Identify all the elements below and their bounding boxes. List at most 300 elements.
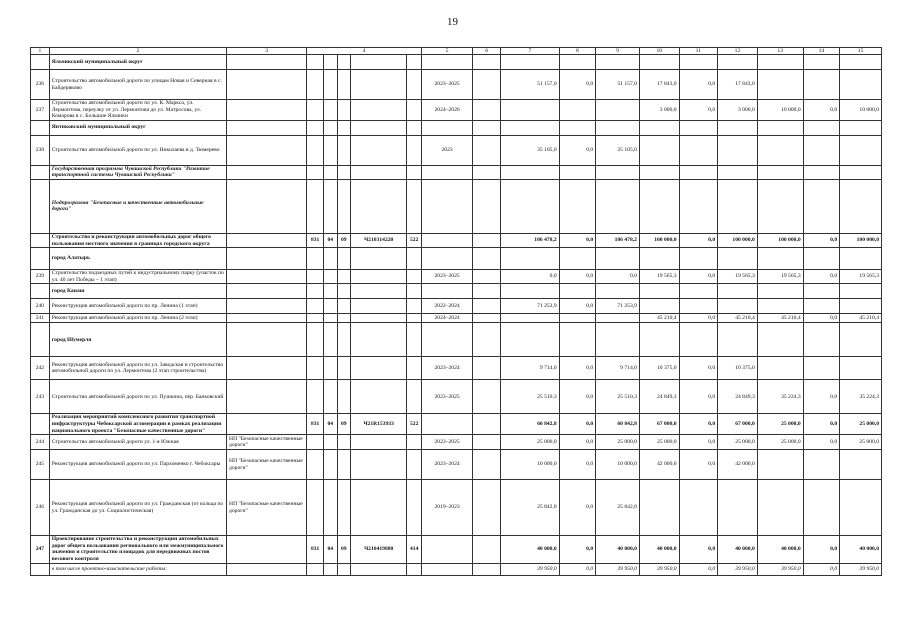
budget-code-g1: [307, 70, 324, 100]
empty-cell: [679, 323, 718, 357]
row-index: 246: [31, 480, 50, 536]
amount-c10: 10 375,0: [639, 357, 679, 380]
budget-code-g3: [337, 135, 351, 165]
empty-cell: [307, 323, 324, 357]
budget-code-g5: [407, 357, 422, 380]
budget-code-g1: [307, 450, 324, 480]
empty-cell: [559, 179, 595, 233]
table-row: [31, 100, 882, 121]
empty-cell: [596, 323, 640, 357]
budget-code-g3: [337, 314, 351, 323]
amount-c9: 35 105,0: [596, 135, 640, 165]
budget-code-g5: [407, 314, 422, 323]
amount-c7: [501, 100, 559, 121]
empty-cell: [337, 165, 351, 179]
empty-cell: [473, 179, 501, 233]
index-cell: [31, 323, 50, 357]
amount-c14: [803, 480, 839, 536]
index-cell: [31, 248, 50, 270]
amount-c8: 0,0: [559, 135, 595, 165]
empty-cell: [227, 179, 307, 233]
header-cell: 4: [307, 48, 422, 55]
empty-cell: [803, 323, 839, 357]
years-cell: 2023: [422, 135, 473, 165]
empty-cell: [679, 165, 718, 179]
budget-code-g4: [351, 435, 407, 450]
empty-cell: [718, 120, 758, 135]
budget-code-g2: [323, 270, 337, 284]
program-ref: [227, 380, 307, 414]
amount-c7: 60 842,8: [501, 414, 559, 435]
row-index: 245: [31, 450, 50, 480]
years-cell: 2023–2024: [422, 357, 473, 380]
budget-code-g2: [323, 357, 337, 380]
amount-c10: 24 849,3: [639, 380, 679, 414]
empty-cell: [407, 120, 422, 135]
amount-c10: [639, 135, 679, 165]
budget-code-g3: 09: [337, 536, 351, 563]
amount-c8: 0,0: [559, 357, 595, 380]
empty-cell: [679, 179, 718, 233]
amount-c15: [840, 357, 882, 380]
years-cell: 2023–2025: [422, 270, 473, 284]
table-row: [31, 135, 882, 165]
budget-code-g4: Ч21R153933: [351, 414, 407, 435]
program-ref: НП "Безопасные качественные дороги": [227, 480, 307, 536]
empty-cell: [501, 55, 559, 70]
table-row: [31, 284, 882, 299]
budget-code-g2: [323, 450, 337, 480]
page-number: 19: [447, 16, 458, 28]
empty-cell: [679, 120, 718, 135]
budget-code-g2: [323, 135, 337, 165]
object-name: Строительство подъездных путей к индустриальному парку (участок по ул. 40 лет Победы – 1 этап): [49, 270, 226, 284]
empty-cell: [422, 179, 473, 233]
amount-c15: 45 210,4: [840, 314, 882, 323]
empty-cell: [596, 165, 640, 179]
empty-cell: [422, 165, 473, 179]
empty-cell: [337, 323, 351, 357]
budget-code-g1: [307, 435, 324, 450]
amount-c15: [840, 480, 882, 536]
empty-cell: [803, 248, 839, 270]
empty-cell: [422, 120, 473, 135]
object-name: Строительство автомобильной дороги по ул. Пушкина, пер. Банковский: [49, 380, 226, 414]
empty-cell: [679, 248, 718, 270]
years-cell: [422, 233, 473, 247]
years-cell: 2024–2026: [422, 100, 473, 121]
budget-code-g5: 522: [407, 414, 422, 435]
header-cell: 11: [679, 48, 718, 55]
amount-c12: 3 000,0: [718, 100, 758, 121]
program-ref: [227, 414, 307, 435]
years-cell: [422, 414, 473, 435]
amount-c11: 0,0: [679, 450, 718, 480]
years-cell: 2022–2024: [422, 299, 473, 314]
amount-c10: 25 000,0: [639, 435, 679, 450]
table-row: [31, 120, 882, 135]
col6-cell: [473, 414, 501, 435]
amount-c7: 35 105,0: [501, 135, 559, 165]
budget-code-g2: 04: [323, 536, 337, 563]
empty-cell: [323, 120, 337, 135]
empty-cell: [227, 55, 307, 70]
amount-c12: 67 000,0: [718, 414, 758, 435]
budget-code-g4: [351, 563, 407, 575]
row-index: 241: [31, 314, 50, 323]
empty-cell: [718, 179, 758, 233]
amount-c9: 60 842,8: [596, 414, 640, 435]
amount-c9: 10 000,0: [596, 450, 640, 480]
header-cell: 15: [840, 48, 882, 55]
amount-c13: 25 000,0: [757, 435, 803, 450]
object-name: Проектирование строительства и реконструкции автомобильных дорог общего пользования регионального или межмуниципального значения и строительство площадок для передвижных постов весового контроля: [49, 536, 226, 563]
budget-code-g4: [351, 299, 407, 314]
amount-c11: 0,0: [679, 270, 718, 284]
budget-code-g2: [323, 299, 337, 314]
col6-cell: [473, 314, 501, 323]
row-index: 237: [31, 100, 50, 121]
table-row: [31, 70, 882, 100]
years-cell: 2023–2025: [422, 70, 473, 100]
empty-cell: [407, 248, 422, 270]
empty-cell: [639, 248, 679, 270]
row-index: 242: [31, 357, 50, 380]
amount-c9: 25 842,8: [596, 480, 640, 536]
table-row: [31, 435, 882, 450]
amount-c7: 51 157,0: [501, 70, 559, 100]
budget-code-g5: [407, 435, 422, 450]
amount-c7: 25 842,8: [501, 480, 559, 536]
table-row: [31, 536, 882, 563]
col6-cell: [473, 563, 501, 575]
amount-c10: 17 843,0: [639, 70, 679, 100]
amount-c8: 0,0: [559, 70, 595, 100]
amount-c8: 0,0: [559, 233, 595, 247]
object-name: Реконструкция автомобильной дороги по ул. Заводская и строительство автомобильной дороги по ул. Лермонтова (2 этап строительства): [49, 357, 226, 380]
object-name: Реконструкция автомобильной дороги по ул. Гражданская (от кольца по ул. Гражданская до ул. Социалистическая): [49, 480, 226, 536]
row-index: [31, 414, 50, 435]
row-index: 239: [31, 270, 50, 284]
program-ref: [227, 233, 307, 247]
empty-cell: [840, 323, 882, 357]
table-row: [31, 357, 882, 380]
years-cell: [422, 536, 473, 563]
empty-cell: [337, 55, 351, 70]
budget-code-g2: [323, 480, 337, 536]
amount-c13: [757, 357, 803, 380]
empty-cell: [351, 248, 407, 270]
budget-code-g5: [407, 70, 422, 100]
amount-c12: 40 000,0: [718, 536, 758, 563]
program-ref: [227, 135, 307, 165]
empty-cell: [501, 284, 559, 299]
row-index: 244: [31, 435, 50, 450]
amount-c15: 35 224,3: [840, 380, 882, 414]
section-title: Яльчикский муниципальный округ: [49, 55, 226, 70]
empty-cell: [227, 248, 307, 270]
table-row: [31, 480, 882, 536]
empty-cell: [559, 165, 595, 179]
empty-cell: [337, 179, 351, 233]
header-cell: 14: [803, 48, 839, 55]
table-row: [31, 179, 882, 233]
budget-table: [30, 47, 882, 576]
header-cell: 13: [757, 48, 803, 55]
empty-cell: [307, 165, 324, 179]
empty-cell: [323, 179, 337, 233]
amount-c14: [803, 299, 839, 314]
amount-c10: [639, 480, 679, 536]
budget-code-g1: [307, 480, 324, 536]
col6-cell: [473, 435, 501, 450]
amount-c9: 0,0: [596, 270, 640, 284]
amount-c13: 40 000,0: [757, 536, 803, 563]
col6-cell: [473, 299, 501, 314]
amount-c10: 45 210,4: [639, 314, 679, 323]
empty-cell: [473, 165, 501, 179]
object-name: Реконструкция автомобильной дороги по ул. Пархоменко г. Чебоксары: [49, 450, 226, 480]
program-ref: [227, 299, 307, 314]
budget-code-g3: [337, 435, 351, 450]
header-cell: 12: [718, 48, 758, 55]
budget-code-g3: 09: [337, 414, 351, 435]
amount-c15: 39 950,0: [840, 563, 882, 575]
row-index: 238: [31, 135, 50, 165]
header-cell: 1: [31, 48, 50, 55]
budget-code-g4: Ч210419880: [351, 536, 407, 563]
amount-c12: 100 000,0: [718, 233, 758, 247]
header-row: [31, 48, 882, 55]
budget-code-g3: [337, 563, 351, 575]
amount-c13: [757, 480, 803, 536]
empty-cell: [422, 284, 473, 299]
section-title: город Канаш: [49, 284, 226, 299]
amount-c9: 71 253,9: [596, 299, 640, 314]
amount-c8: 0,0: [559, 435, 595, 450]
amount-c11: [679, 299, 718, 314]
budget-code-g2: [323, 100, 337, 121]
object-name: Реконструкция автомобильной дороги по пр. Ленина (1 этап): [49, 299, 226, 314]
amount-c14: 0,0: [803, 314, 839, 323]
empty-cell: [473, 284, 501, 299]
budget-code-g1: 831: [307, 536, 324, 563]
amount-c14: 0,0: [803, 536, 839, 563]
years-cell: 2023–2025: [422, 380, 473, 414]
col6-cell: [473, 233, 501, 247]
amount-c14: 0,0: [803, 563, 839, 575]
object-name: Строительство автомобильной дороги по ул. Николаева в д. Тюмерево: [49, 135, 226, 165]
budget-code-g4: [351, 314, 407, 323]
empty-cell: [351, 284, 407, 299]
budget-code-g4: [351, 270, 407, 284]
empty-cell: [473, 120, 501, 135]
empty-cell: [407, 179, 422, 233]
program-ref: НП "Безопасные качественные дороги": [227, 450, 307, 480]
object-name: Строительство автомобильной дороги по ул. К. Маркса, ул. Лермонтова, переулку от ул. Лермонтова до ул. Матросова, ул. Комарова в с. Большие Яльчики: [49, 100, 226, 121]
amount-c14: [803, 70, 839, 100]
budget-code-g5: [407, 450, 422, 480]
budget-code-g4: [351, 480, 407, 536]
amount-c8: 0,0: [559, 414, 595, 435]
budget-code-g2: [323, 380, 337, 414]
budget-code-g3: [337, 100, 351, 121]
object-name: Строительство и реконструкция автомобильных дорог общего пользования местного значения в границах городского округа: [49, 233, 226, 247]
empty-cell: [407, 165, 422, 179]
empty-cell: [840, 120, 882, 135]
section-title: город Шумерля: [49, 323, 226, 357]
budget-code-g4: [351, 450, 407, 480]
amount-c15: [840, 450, 882, 480]
amount-c12: [718, 480, 758, 536]
amount-c13: 35 224,3: [757, 380, 803, 414]
object-name: Строительство автомобильной дороги ул. 1-я Южная: [49, 435, 226, 450]
table-row: [31, 55, 882, 70]
empty-cell: [757, 248, 803, 270]
amount-c10: 100 000,0: [639, 233, 679, 247]
amount-c9: [596, 100, 640, 121]
empty-cell: [422, 323, 473, 357]
amount-c10: 40 000,0: [639, 536, 679, 563]
years-cell: 2019–2023: [422, 480, 473, 536]
amount-c12: 24 849,3: [718, 380, 758, 414]
row-index: 247: [31, 536, 50, 563]
empty-cell: [407, 284, 422, 299]
empty-cell: [559, 284, 595, 299]
object-name: Реконструкция автомобильной дороги по пр. Ленина (2 этап): [49, 314, 226, 323]
empty-cell: [757, 120, 803, 135]
amount-c7: 106 478,2: [501, 233, 559, 247]
empty-cell: [559, 55, 595, 70]
years-cell: 2023–2024: [422, 450, 473, 480]
amount-c13: [757, 299, 803, 314]
amount-c14: 0,0: [803, 233, 839, 247]
empty-cell: [473, 55, 501, 70]
amount-c14: [803, 450, 839, 480]
amount-c8: 0,0: [559, 450, 595, 480]
row-index: [31, 563, 50, 575]
section-title: город Алатырь: [49, 248, 226, 270]
amount-c15: 25 000,0: [840, 414, 882, 435]
empty-cell: [639, 55, 679, 70]
budget-code-g2: [323, 314, 337, 323]
empty-cell: [639, 323, 679, 357]
years-cell: 2023–2025: [422, 435, 473, 450]
table-row: [31, 450, 882, 480]
empty-cell: [422, 248, 473, 270]
empty-cell: [840, 248, 882, 270]
empty-cell: [718, 248, 758, 270]
amount-c15: [840, 70, 882, 100]
empty-cell: [840, 179, 882, 233]
amount-c8: 0,0: [559, 536, 595, 563]
amount-c9: 9 714,0: [596, 357, 640, 380]
amount-c14: [803, 357, 839, 380]
budget-code-g3: [337, 380, 351, 414]
col6-cell: [473, 135, 501, 165]
empty-cell: [323, 248, 337, 270]
amount-c7: 9 714,0: [501, 357, 559, 380]
section-title: Янтиковский муниципальный округ: [49, 120, 226, 135]
empty-cell: [596, 120, 640, 135]
col6-cell: [473, 450, 501, 480]
empty-cell: [501, 248, 559, 270]
empty-cell: [337, 120, 351, 135]
empty-cell: [639, 284, 679, 299]
amount-c13: 25 000,0: [757, 414, 803, 435]
budget-code-g2: [323, 70, 337, 100]
empty-cell: [840, 55, 882, 70]
empty-cell: [718, 284, 758, 299]
empty-cell: [407, 55, 422, 70]
amount-c8: [559, 100, 595, 121]
amount-c15: [840, 299, 882, 314]
budget-code-g4: [351, 100, 407, 121]
budget-code-g3: [337, 357, 351, 380]
table-row: [31, 563, 882, 575]
budget-code-g1: [307, 100, 324, 121]
header-cell: 10: [639, 48, 679, 55]
row-index: 236: [31, 70, 50, 100]
amount-c13: 19 565,3: [757, 270, 803, 284]
empty-cell: [639, 165, 679, 179]
empty-cell: [473, 248, 501, 270]
budget-code-g2: [323, 563, 337, 575]
amount-c12: 25 000,0: [718, 435, 758, 450]
empty-cell: [351, 55, 407, 70]
amount-c12: 45 210,4: [718, 314, 758, 323]
empty-cell: [351, 179, 407, 233]
empty-cell: [307, 248, 324, 270]
col6-cell: [473, 100, 501, 121]
amount-c8: [559, 314, 595, 323]
budget-code-g4: Ч210314220: [351, 233, 407, 247]
empty-cell: [596, 55, 640, 70]
amount-c9: 40 000,0: [596, 536, 640, 563]
table-row: [31, 248, 882, 270]
empty-cell: [337, 248, 351, 270]
amount-c11: 0,0: [679, 357, 718, 380]
budget-code-g3: [337, 450, 351, 480]
empty-cell: [757, 284, 803, 299]
amount-c11: 0,0: [679, 414, 718, 435]
col6-cell: [473, 70, 501, 100]
budget-code-g1: 831: [307, 414, 324, 435]
empty-cell: [501, 323, 559, 357]
empty-cell: [596, 284, 640, 299]
amount-c10: [639, 299, 679, 314]
header-cell: 9: [596, 48, 640, 55]
empty-cell: [473, 323, 501, 357]
amount-c11: [679, 135, 718, 165]
budget-code-g3: 09: [337, 233, 351, 247]
amount-c10: 3 000,0: [639, 100, 679, 121]
empty-cell: [803, 284, 839, 299]
empty-cell: [227, 165, 307, 179]
amount-c11: 0,0: [679, 536, 718, 563]
amount-c10: 67 000,0: [639, 414, 679, 435]
amount-c8: 0,0: [559, 299, 595, 314]
amount-c14: 0,0: [803, 380, 839, 414]
empty-cell: [803, 179, 839, 233]
amount-c11: 0,0: [679, 100, 718, 121]
amount-c14: [803, 135, 839, 165]
empty-cell: [307, 179, 324, 233]
budget-code-g4: [351, 135, 407, 165]
amount-c14: 0,0: [803, 270, 839, 284]
budget-code-g5: [407, 135, 422, 165]
budget-code-g1: [307, 563, 324, 575]
